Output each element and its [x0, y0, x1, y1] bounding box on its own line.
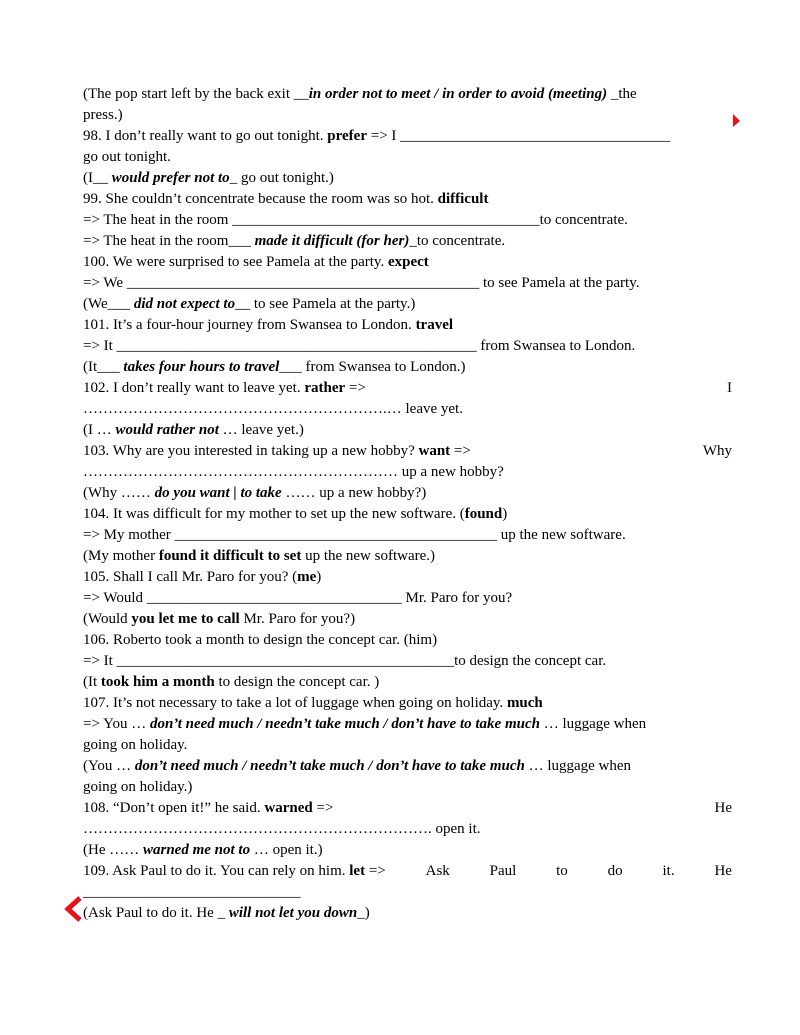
justified-word: it.	[662, 863, 675, 879]
text-segment: (I …	[83, 422, 116, 438]
line-text	[83, 737, 187, 753]
text-segment: up the new software.)	[301, 548, 436, 564]
text-segment: => The heat in the room___	[83, 233, 255, 249]
text-line	[83, 420, 732, 441]
answer-text: travel	[415, 317, 454, 333]
line-text	[83, 254, 429, 270]
text-segment: => Would __________________________________ Mr. Paro for you?	[83, 590, 513, 606]
text-line	[83, 882, 732, 903]
justified-word: do	[607, 863, 623, 879]
answer-text: do you want | to take	[154, 485, 282, 501]
text-line	[83, 756, 732, 777]
line-text	[83, 296, 415, 312]
answer-text: warned me not to	[143, 842, 251, 858]
text-line	[83, 399, 732, 420]
line-text	[83, 611, 355, 627]
text-segment: __ to see Pamela at the party.)	[235, 296, 416, 312]
text-segment: going on holiday.)	[83, 779, 193, 795]
text-line	[83, 294, 732, 315]
line-text	[83, 378, 366, 399]
line-text	[83, 653, 606, 669]
text-line	[83, 630, 732, 651]
text-segment: … open it.)	[250, 842, 323, 858]
text-line	[83, 672, 732, 693]
line-text	[83, 758, 631, 774]
line-text	[83, 632, 437, 648]
answer-text: found	[464, 506, 503, 522]
text-line	[83, 609, 732, 630]
answer-text: found it difficult to set	[158, 548, 302, 564]
text-segment: (Would	[83, 611, 132, 627]
text-segment: _the	[607, 86, 637, 102]
answer-text: would rather not	[115, 422, 219, 438]
text-segment: =>	[345, 380, 366, 396]
line-text	[83, 674, 379, 690]
text-segment: … leave yet.)	[218, 422, 304, 438]
text-line	[83, 189, 732, 210]
text-segment: 101. It’s a four-hour journey from Swansea to London.	[83, 317, 416, 333]
text-line	[83, 504, 732, 525]
text-segment: (Why ……	[83, 485, 155, 501]
answer-text: don’t need much / needn’t take much / don’t have to take much	[149, 716, 540, 732]
text-line	[83, 588, 732, 609]
answer-text: difficult	[437, 191, 489, 207]
line-text	[83, 233, 505, 249]
text-line	[83, 147, 732, 168]
line-text	[83, 590, 512, 606]
line-end-word: Why	[702, 443, 732, 459]
text-segment: =>	[365, 863, 386, 879]
text-segment: )	[316, 569, 322, 585]
text-segment: (My mother	[83, 548, 159, 564]
line-text	[83, 317, 453, 333]
answer-text: made it difficult (for her)	[254, 233, 410, 249]
red-chevron-left-icon	[64, 896, 82, 922]
answer-text: let	[349, 863, 366, 879]
text-line	[83, 777, 732, 798]
text-segment: _)	[357, 905, 370, 921]
text-line	[83, 210, 732, 231]
justified-word: Paul	[489, 863, 517, 879]
text-line	[83, 336, 732, 357]
text-segment: => You …	[83, 716, 150, 732]
answer-text: will not let you down	[228, 905, 358, 921]
text-segment: _to concentrate.	[409, 233, 506, 249]
text-line	[83, 903, 732, 924]
text-segment: 104. It was difficult for my mother to set up the new software. (	[83, 506, 465, 522]
text-segment: => My mother ___________________________________________ up the new software.	[83, 527, 626, 543]
line-text	[83, 128, 670, 144]
text-segment: to design the concept car. )	[214, 674, 380, 690]
text-segment: _____________________________	[83, 884, 301, 900]
text-segment: 102. I don’t really want to leave yet.	[83, 380, 305, 396]
line-text	[83, 275, 639, 291]
text-segment: Mr. Paro for you?)	[239, 611, 356, 627]
text-line	[83, 693, 732, 714]
text-line	[83, 231, 732, 252]
line-text	[83, 86, 637, 102]
text-line	[83, 819, 732, 840]
answer-text: warned	[264, 800, 313, 816]
answer-text: don’t need much / needn’t take much / don’t have to take much	[134, 758, 525, 774]
text-segment: (He ……	[83, 842, 143, 858]
text-segment: 98. I don’t really want to go out tonight.	[83, 128, 328, 144]
text-segment: _ go out tonight.)	[229, 170, 334, 186]
answer-text: in order not to meet / in order to avoid (meeting)	[308, 86, 608, 102]
text-segment: (It	[83, 674, 101, 690]
text-segment: (You …	[83, 758, 135, 774]
line-text	[83, 191, 488, 207]
answer-text: want	[418, 443, 451, 459]
answer-text: you let me to call	[131, 611, 240, 627]
text-segment: press.)	[83, 107, 123, 123]
text-line	[83, 105, 732, 126]
answer-text: expect	[387, 254, 429, 270]
text-segment: going on holiday.	[83, 737, 188, 753]
line-text	[83, 485, 426, 501]
justified-word: Ask	[425, 863, 450, 879]
text-segment: => It ________________________________________________ from Swansea to London.	[83, 338, 636, 354]
text-line	[83, 483, 732, 504]
answer-text: took him a month	[100, 674, 215, 690]
line-end-word: I	[727, 380, 732, 396]
line-text	[83, 149, 171, 165]
text-segment: 99. She couldn’t concentrate because the room was so hot.	[83, 191, 438, 207]
line-text	[83, 464, 504, 480]
line-text	[83, 884, 301, 900]
line-text	[83, 548, 435, 564]
line-text	[83, 401, 463, 417]
line-text	[83, 695, 543, 711]
text-segment: (Ask Paul to do it. He _	[83, 905, 229, 921]
text-line	[83, 273, 732, 294]
answer-text: takes four hours to travel	[123, 359, 280, 375]
text-line	[83, 567, 732, 588]
text-segment: (I__	[83, 170, 112, 186]
text-segment: 107. It’s not necessary to take a lot of luggage when going on holiday.	[83, 695, 507, 711]
text-segment: … luggage when	[539, 716, 647, 732]
answer-text: did not expect to	[133, 296, 236, 312]
line-text	[83, 861, 386, 882]
text-segment: 103. Why are you interested in taking up a new hobby?	[83, 443, 419, 459]
text-line	[83, 546, 732, 567]
text-segment: …………………………………………………….… leave yet.	[83, 401, 463, 417]
red-marker-icon	[733, 114, 741, 128]
text-segment: … luggage when	[524, 758, 632, 774]
line-text	[83, 338, 635, 354]
text-line	[83, 315, 732, 336]
text-line	[83, 525, 732, 546]
text-segment: go out tonight.	[83, 149, 171, 165]
justified-word: He	[714, 863, 732, 879]
text-segment: …… up a new hobby?)	[281, 485, 427, 501]
line-end-word: He	[714, 800, 732, 816]
text-line	[83, 126, 732, 147]
text-line	[83, 840, 732, 861]
text-line	[83, 861, 732, 882]
text-line	[83, 357, 732, 378]
answer-text: rather	[304, 380, 346, 396]
line-text	[83, 422, 304, 438]
text-segment: =>	[312, 800, 334, 816]
text-segment: ___ from Swansea to London.)	[279, 359, 466, 375]
text-line	[83, 441, 732, 462]
line-text	[83, 506, 507, 522]
text-segment: )	[502, 506, 508, 522]
line-text	[83, 779, 192, 795]
text-segment: 109. Ask Paul to do it. You can rely on him.	[83, 863, 350, 879]
text-segment: 108. “Don’t open it!” he said.	[83, 800, 265, 816]
text-line	[83, 168, 732, 189]
justified-word: to	[556, 863, 568, 879]
line-text	[83, 212, 628, 228]
text-line	[83, 651, 732, 672]
line-text	[83, 170, 334, 186]
text-segment: => It _____________________________________________to design the concept car.	[83, 653, 607, 669]
line-text	[83, 905, 370, 921]
text-segment: ……………………………………………………………. open it.	[83, 821, 481, 837]
line-text	[83, 569, 321, 585]
text-segment: 106. Roberto took a month to design the concept car. (him)	[83, 632, 438, 648]
text-line	[83, 798, 732, 819]
document-page	[83, 84, 732, 924]
text-segment: 105. Shall I call Mr. Paro for you? (	[83, 569, 298, 585]
text-segment: => We _______________________________________________ to see Pamela at the party.	[83, 275, 640, 291]
line-text	[83, 716, 646, 732]
line-text	[83, 107, 123, 123]
text-segment: ……………………………………………………… up a new hobby?	[83, 464, 504, 480]
answer-text: me	[297, 569, 317, 585]
text-line	[83, 252, 732, 273]
text-segment: 100. We were surprised to see Pamela at the party.	[83, 254, 388, 270]
answer-text: prefer	[327, 128, 367, 144]
text-line	[83, 462, 732, 483]
text-line	[83, 84, 732, 105]
line-text	[83, 842, 323, 858]
line-text	[83, 798, 333, 819]
text-line	[83, 378, 732, 399]
answer-text: much	[506, 695, 543, 711]
text-segment: (It___	[83, 359, 124, 375]
text-segment: (The pop start left by the back exit __	[83, 86, 309, 102]
text-segment: (We___	[83, 296, 134, 312]
text-segment: => The heat in the room _________________________________________to concentrate.	[83, 212, 628, 228]
line-text	[83, 359, 466, 375]
answer-text: would prefer not to	[111, 170, 230, 186]
line-text	[83, 441, 471, 462]
text-segment: =>	[450, 443, 471, 459]
line-text	[83, 821, 481, 837]
text-line	[83, 735, 732, 756]
line-text	[83, 527, 626, 543]
text-line	[83, 714, 732, 735]
text-segment: => I ____________________________________	[366, 128, 671, 144]
